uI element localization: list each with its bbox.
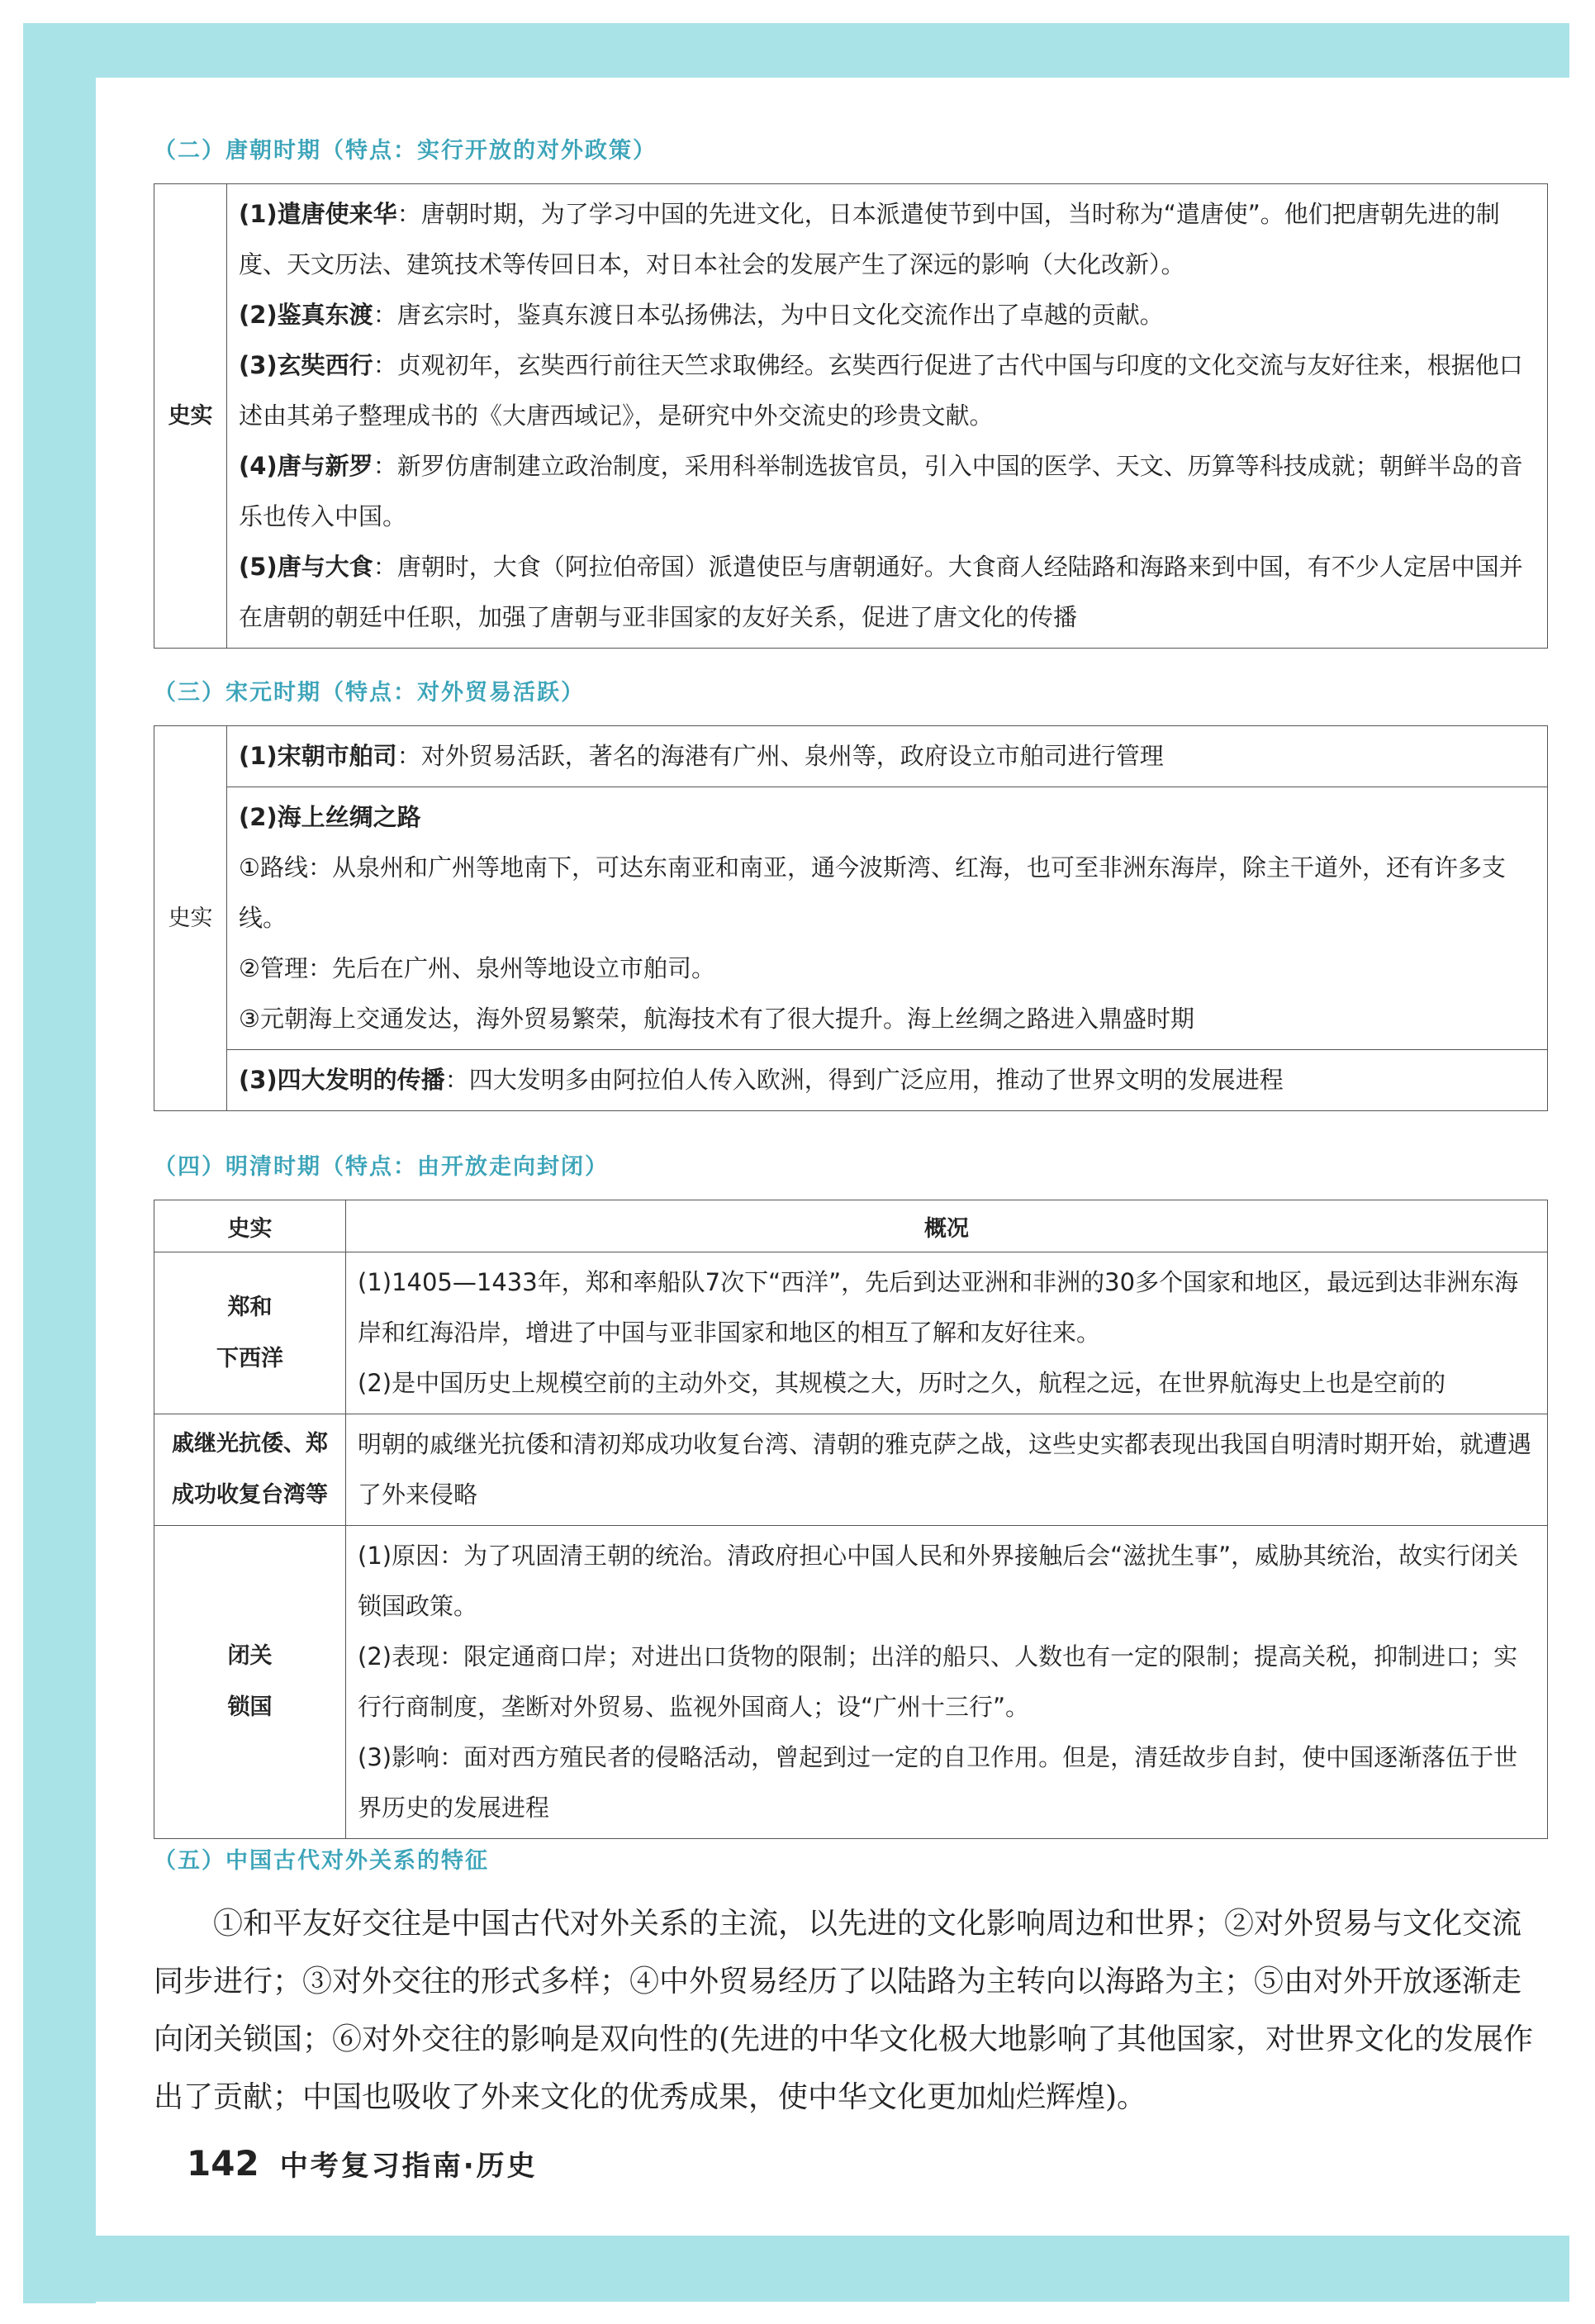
table-mingqing bbox=[154, 1200, 1548, 1839]
fact-item bbox=[239, 542, 1536, 643]
table-cell-overview bbox=[346, 1526, 1548, 1839]
overview-line: 明朝的戚继光抗倭和清初郑成功收复台湾、清朝的雅克萨之战，这些史实都表现出我国自明清时期开始，就遭遇了外来侵略 bbox=[358, 1430, 1532, 1509]
overview-line: (1)原因：为了巩固清王朝的统治。清政府担心中国人民和外界接触后会“滋扰生事”，威胁其统治，故实行闭关锁国政策。 bbox=[358, 1542, 1519, 1620]
table-cell-fact bbox=[227, 1050, 1548, 1111]
row-label-line: 锁国 bbox=[227, 1694, 273, 1720]
fact-keyword: (5)唐与大食 bbox=[239, 553, 373, 581]
row-label: 史实 bbox=[154, 184, 227, 649]
overview-line: (3)影响：面对西方殖民者的侵略活动，曾起到过一定的自卫作用。但是，清廷故步自封，使中国逐渐落伍于世界历史的发展进程 bbox=[358, 1743, 1518, 1822]
row-label-line: 成功收复台湾等 bbox=[172, 1482, 328, 1508]
overview-line: (1)1405—1433年，郑和率船队7次下“西洋”，先后到达亚洲和非洲的30多个国家和地区，最远到达非洲东海岸和红海沿岸，增进了中国与亚非国家和地区的相互了解和友好往来。 bbox=[358, 1268, 1519, 1347]
table-tang bbox=[154, 183, 1548, 649]
page-number: 142 bbox=[187, 2143, 259, 2184]
fact-keyword: (3)四大发明的传播 bbox=[239, 1066, 445, 1094]
overview-line: (2)表现：限定通商口岸；对进出口货物的限制；出洋的船只、人数也有一定的限制；提高关税，抑制进口；实行行商制度，垄断对外贸易、监视外国商人；设“广州十三行”。 bbox=[358, 1642, 1518, 1721]
page-footer bbox=[187, 2143, 538, 2184]
fact-keyword: (2)鉴真东渡 bbox=[239, 301, 373, 329]
book-title: 中考复习指南·历史 bbox=[279, 2150, 538, 2183]
fact-keyword: (1)宋朝市舶司 bbox=[239, 742, 397, 770]
overview-line: (2)是中国历史上规模空前的主动外交，其规模之大，历时之久，航程之远，在世界航海史上也是空前的 bbox=[358, 1369, 1446, 1397]
fact-item bbox=[239, 441, 1536, 542]
fact-keyword: (3)玄奘西行 bbox=[239, 351, 373, 379]
row-label-zhenghe bbox=[154, 1252, 346, 1414]
table-cell-facts bbox=[227, 184, 1548, 649]
section-heading-mingqing: （四）明清时期（特点：由开放走向封闭） bbox=[154, 1154, 609, 1180]
row-label-line: 戚继光抗倭、郑 bbox=[172, 1431, 328, 1457]
fact-text: ：新罗仿唐制建立政治制度，采用科举制选拔官员，引入中国的医学、天文、历算等科技成就；朝鲜半岛的音乐也传入中国。 bbox=[239, 452, 1523, 530]
fact-text: ：四大发明多由阿拉伯人传入欧洲，得到广泛应用，推动了世界文明的发展进程 bbox=[444, 1066, 1284, 1094]
table-cell-fact bbox=[227, 787, 1548, 1050]
fact-text: ：对外贸易活跃，著名的海港有广州、泉州等，政府设立市舶司进行管理 bbox=[396, 742, 1164, 770]
section-heading-tang: （二）唐朝时期（特点：实行开放的对外政策） bbox=[154, 138, 657, 164]
row-label-line: 下西洋 bbox=[216, 1345, 283, 1371]
fact-line: ①路线：从泉州和广州等地南下，可达东南亚和南亚，通今波斯湾、红海，也可至非洲东海岸，除主干道外，还有许多支线。 bbox=[239, 853, 1507, 932]
page-frame-left bbox=[23, 23, 96, 2303]
fact-line: ②管理：先后在广州、泉州等地设立市舶司。 bbox=[239, 954, 715, 982]
column-header-facts: 史实 bbox=[154, 1200, 346, 1252]
fact-line: ③元朝海上交通发达，海外贸易繁荣，航海技术有了很大提升。海上丝绸之路进入鼎盛时期 bbox=[239, 1005, 1194, 1033]
fact-item bbox=[239, 189, 1536, 290]
section-heading-features: （五）中国古代对外关系的特征 bbox=[154, 1848, 489, 1874]
page-frame-top bbox=[23, 23, 1569, 78]
row-label-line: 郑和 bbox=[227, 1294, 273, 1320]
page-content bbox=[96, 78, 1569, 2236]
table-cell-fact bbox=[227, 726, 1548, 787]
section-heading-songyuan: （三）宋元时期（特点：对外贸易活跃） bbox=[154, 680, 585, 706]
column-header-overview: 概况 bbox=[346, 1200, 1548, 1252]
table-cell-overview bbox=[346, 1252, 1548, 1414]
row-label-line: 闭关 bbox=[227, 1643, 273, 1669]
fact-keyword: (2)海上丝绸之路 bbox=[239, 803, 421, 831]
fact-item bbox=[239, 340, 1536, 441]
row-label: 史实 bbox=[154, 726, 227, 1111]
fact-keyword: (1)遣唐使来华 bbox=[239, 200, 397, 228]
fact-text: ：贞观初年，玄奘西行前往天竺求取佛经。玄奘西行促进了古代中国与印度的文化交流与友好往来，根据他口述由其弟子整理成书的《大唐西域记》，是研究中外交流史的珍贵文献。 bbox=[239, 351, 1523, 430]
row-label-isolation bbox=[154, 1526, 346, 1839]
row-label-invasion bbox=[154, 1414, 346, 1526]
fact-text: ：唐玄宗时，鉴真东渡日本弘扬佛法，为中日文化交流作出了卓越的贡献。 bbox=[373, 301, 1164, 329]
fact-text: ：唐朝时期，为了学习中国的先进文化，日本派遣使节到中国，当时称为“遣唐使”。他们把唐朝先进的制度、天文历法、建筑技术等传回日本，对日本社会的发展产生了深远的影响（大化改新）。 bbox=[239, 200, 1500, 278]
table-songyuan bbox=[154, 725, 1548, 1111]
fact-keyword: (4)唐与新罗 bbox=[239, 452, 373, 480]
table-cell-overview bbox=[346, 1414, 1548, 1526]
fact-item bbox=[239, 290, 1536, 340]
page-frame-bottom bbox=[23, 2236, 1569, 2302]
features-paragraph: ①和平友好交往是中国古代对外关系的主流，以先进的文化影响周边和世界；②对外贸易与文化交流同步进行；③对外交往的形式多样；④中外贸易经历了以陆路为主转向以海路为主；⑤由对外开放逐渐走向闭关锁国；⑥对外交往的影响是双向性的(先进的中华文化极大地影响了其他国家，对世界文化的发展作出了贡献；中国也吸收了外来文化的优秀成果，使中华文化更加灿烂辉煌)。 bbox=[154, 1907, 1534, 2114]
fact-text: ：唐朝时，大食（阿拉伯帝国）派遣使臣与唐朝通好。大食商人经陆路和海路来到中国，有不少人定居中国并在唐朝的朝廷中任职，加强了唐朝与亚非国家的友好关系，促进了唐文化的传播 bbox=[239, 553, 1523, 631]
